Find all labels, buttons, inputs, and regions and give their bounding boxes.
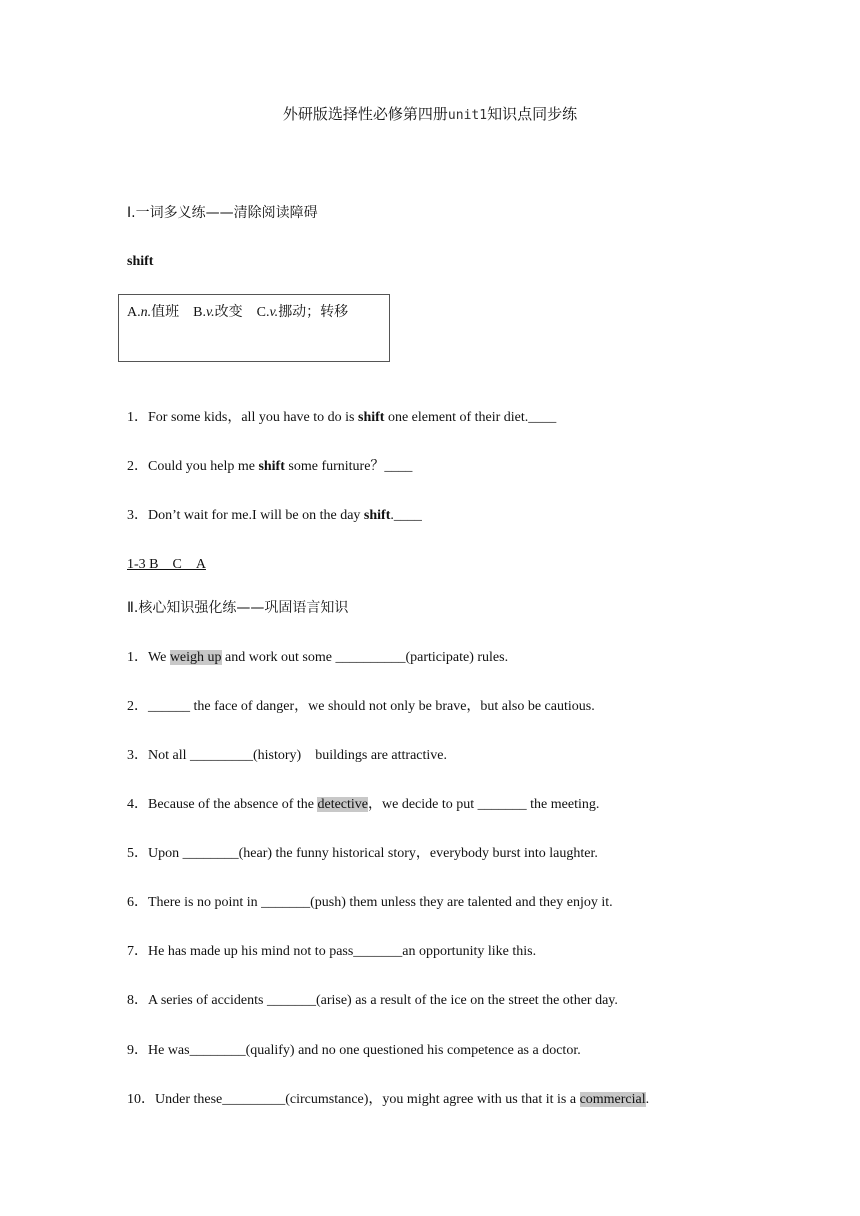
question-number: 2．	[127, 459, 148, 474]
question-number: 9．	[127, 1043, 148, 1058]
keyword: shift	[258, 459, 285, 474]
question-number: 1．	[127, 410, 148, 425]
option-a-pos: n.	[140, 305, 152, 320]
question-text-end: and work out some __________(participate) rules.	[221, 650, 509, 665]
question-number: 8．	[127, 993, 148, 1008]
option-c-pos: v.	[269, 305, 279, 320]
question-number: 3．	[127, 508, 148, 523]
question-number: 6．	[127, 895, 148, 910]
question-number: 3．	[127, 748, 148, 763]
option-c-meaning: 挪动；转移	[278, 305, 349, 320]
section2-question	[127, 746, 447, 766]
question-text: ______ the face of danger，we should not only be brave，but also be cautious.	[148, 699, 595, 714]
option-a-letter: A.	[127, 305, 141, 320]
option-c-letter: C.	[256, 305, 270, 320]
target-word: shift	[127, 254, 154, 269]
section2-question	[127, 844, 598, 864]
question-text: Not all _________(history) buildings are attractive.	[148, 748, 447, 763]
question-number: 1．	[127, 650, 148, 665]
section2-question	[127, 991, 618, 1011]
section2-heading: Ⅱ.核心知识强化练——巩固语言知识	[127, 600, 349, 616]
question-number: 10．	[127, 1092, 155, 1107]
section2-question	[127, 893, 613, 913]
question-text: Could you help me	[148, 459, 259, 474]
title-unit: unit1	[447, 108, 488, 123]
highlighted-phrase: commercial	[579, 1092, 646, 1107]
question-number: 2．	[127, 699, 148, 714]
section2-question	[127, 942, 536, 962]
section2-question	[127, 1090, 649, 1110]
section1-heading: Ⅰ.一词多义练——清除阅读障碍	[127, 205, 318, 221]
section1-question	[127, 506, 422, 526]
question-text: There is no point in _______(push) them unless they are talented and they enjoy it.	[148, 895, 613, 910]
question-text: Because of the absence of the	[148, 797, 318, 812]
question-text: Upon ________(hear) the funny historical story，everybody burst into laughter.	[148, 846, 598, 861]
option-b-pos: v.	[205, 305, 215, 320]
title-prefix: 外研版选择性必修第四册	[282, 105, 448, 123]
option-b-letter: B.	[193, 305, 206, 320]
section2-question	[127, 795, 599, 815]
question-text-end: one element of their diet.____	[384, 410, 557, 425]
question-text: He has made up his mind not to pass_______an opportunity like this.	[148, 944, 537, 959]
option-b-meaning: 改变	[214, 305, 243, 320]
section1-question	[127, 408, 556, 428]
question-text: He was________(qualify) and no one questioned his competence as a doctor.	[148, 1043, 581, 1058]
question-text-end: .____	[390, 508, 422, 523]
document-title	[0, 104, 860, 126]
meaning-options	[127, 301, 348, 321]
question-text-end: ，we decide to put _______ the meeting.	[368, 797, 600, 812]
question-text: Under these_________(circumstance)，you might agree with us that it is a	[155, 1092, 580, 1107]
question-number: 5．	[127, 846, 148, 861]
section2-question	[127, 697, 595, 717]
highlighted-phrase: detective	[317, 797, 369, 812]
question-text: For some kids，all you have to do is	[148, 410, 358, 425]
option-a-meaning: 值班	[151, 305, 180, 320]
keyword: shift	[363, 508, 391, 523]
question-text-end: .	[645, 1092, 650, 1107]
highlighted-phrase: weigh up	[169, 650, 222, 665]
question-number: 4．	[127, 797, 148, 812]
section1-question	[127, 457, 412, 477]
question-text: Don’t wait for me.I will be on the day	[148, 508, 364, 523]
question-text-end: some furniture？____	[284, 459, 413, 474]
section2-question	[127, 648, 508, 668]
question-text: We	[148, 650, 170, 665]
meaning-options-box	[118, 294, 390, 362]
question-number: 7．	[127, 944, 148, 959]
keyword: shift	[358, 410, 385, 425]
section1-answer: 1-3 B C A	[127, 557, 206, 572]
section2-question	[127, 1041, 581, 1061]
title-suffix: 知识点同步练	[487, 105, 578, 123]
question-text: A series of accidents _______(arise) as a result of the ice on the street the other day.	[148, 993, 618, 1008]
